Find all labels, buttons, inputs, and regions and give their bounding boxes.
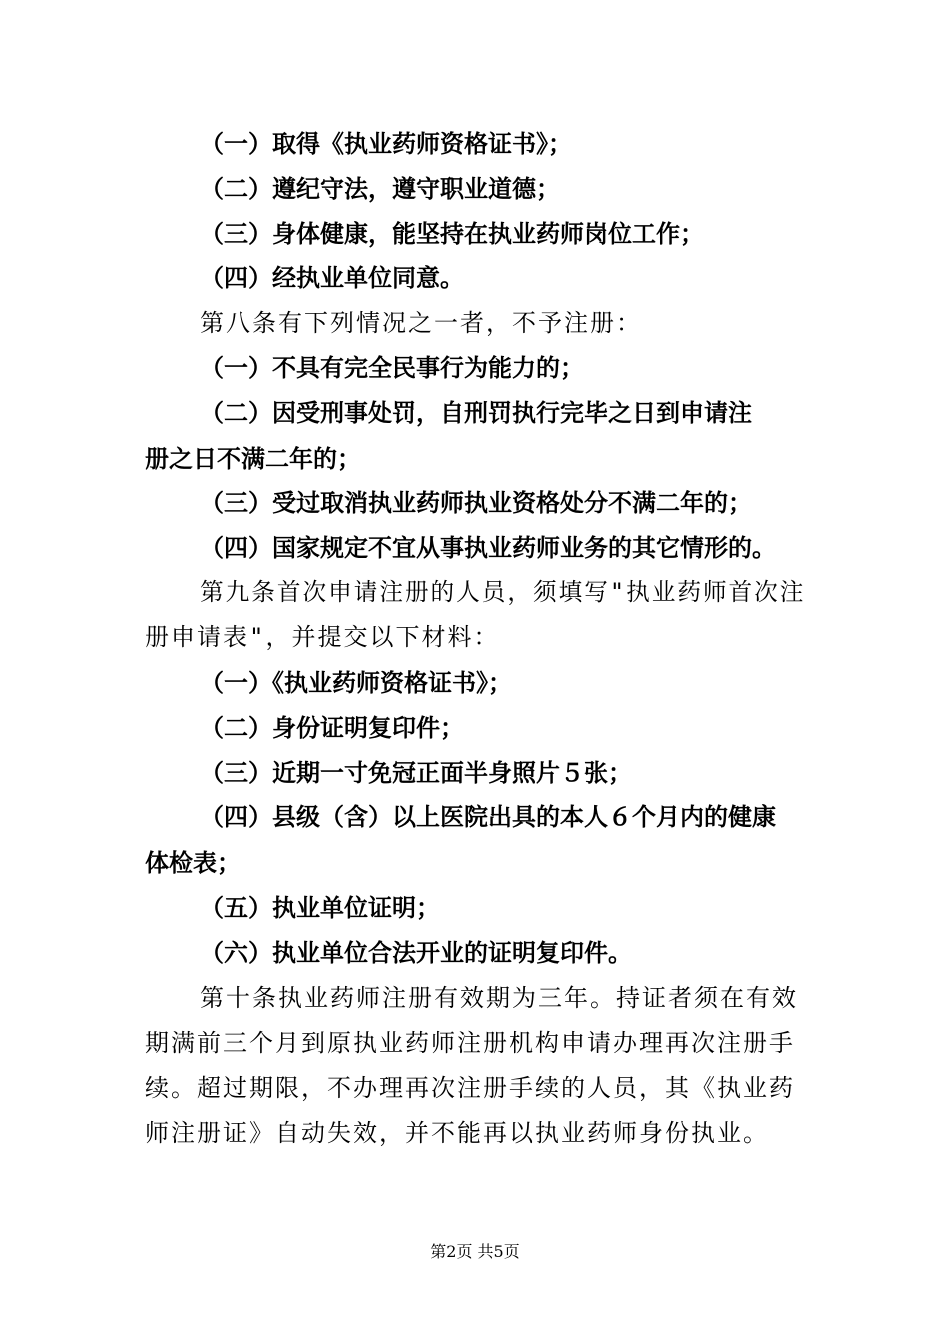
- list-item-line: （四）国家规定不宜从事执业药师业务的其它情形的。: [200, 534, 776, 562]
- list-item-line: 册之日不满二年的；: [145, 445, 361, 473]
- list-item-line: （二）身份证明复印件；: [200, 714, 464, 742]
- list-item-line: （三）受过取消执业药师执业资格处分不满二年的；: [200, 489, 752, 517]
- list-item-line: （二）遵纪守法，遵守职业道德；: [200, 175, 560, 203]
- article-line: 第八条有下列情况之一者，不予注册：: [200, 309, 642, 337]
- article-line: 第九条首次申请注册的人员，须填写"执业药师首次注: [200, 578, 806, 606]
- list-item-line: （五）执业单位证明；: [200, 894, 440, 922]
- list-item-line: （四）县级（含）以上医院出具的本人６个月内的健康: [200, 803, 776, 831]
- list-item-line: （一）不具有完全民事行为能力的；: [200, 354, 584, 382]
- list-item-line: （一）取得《执业药师资格证书》；: [200, 130, 572, 158]
- page-footer: 第2页 共5页: [430, 1242, 520, 1261]
- list-item-line: （一）《执业药师资格证书》；: [200, 669, 512, 697]
- article-line: 册申请表"，并提交以下材料：: [145, 623, 500, 651]
- list-item-line: 体检表；: [145, 849, 241, 877]
- article-line: 期满前三个月到原执业药师注册机构申请办理再次注册手: [145, 1029, 795, 1057]
- article-line: 师注册证》自动失效，并不能再以执业药师身份执业。: [145, 1119, 769, 1147]
- list-item-line: （二）因受刑事处罚，自刑罚执行完毕之日到申请注: [200, 399, 752, 427]
- list-item-line: （三）身体健康，能坚持在执业药师岗位工作；: [200, 220, 704, 248]
- list-item-line: （六）执业单位合法开业的证明复印件。: [200, 939, 632, 967]
- article-line: 第十条执业药师注册有效期为三年。持证者须在有效: [200, 984, 798, 1012]
- list-item-line: （三）近期一寸免冠正面半身照片５张；: [200, 759, 632, 787]
- article-line: 续。超过期限，不办理再次注册手续的人员，其《执业药: [145, 1074, 795, 1102]
- list-item-line: （四）经执业单位同意。: [200, 264, 464, 292]
